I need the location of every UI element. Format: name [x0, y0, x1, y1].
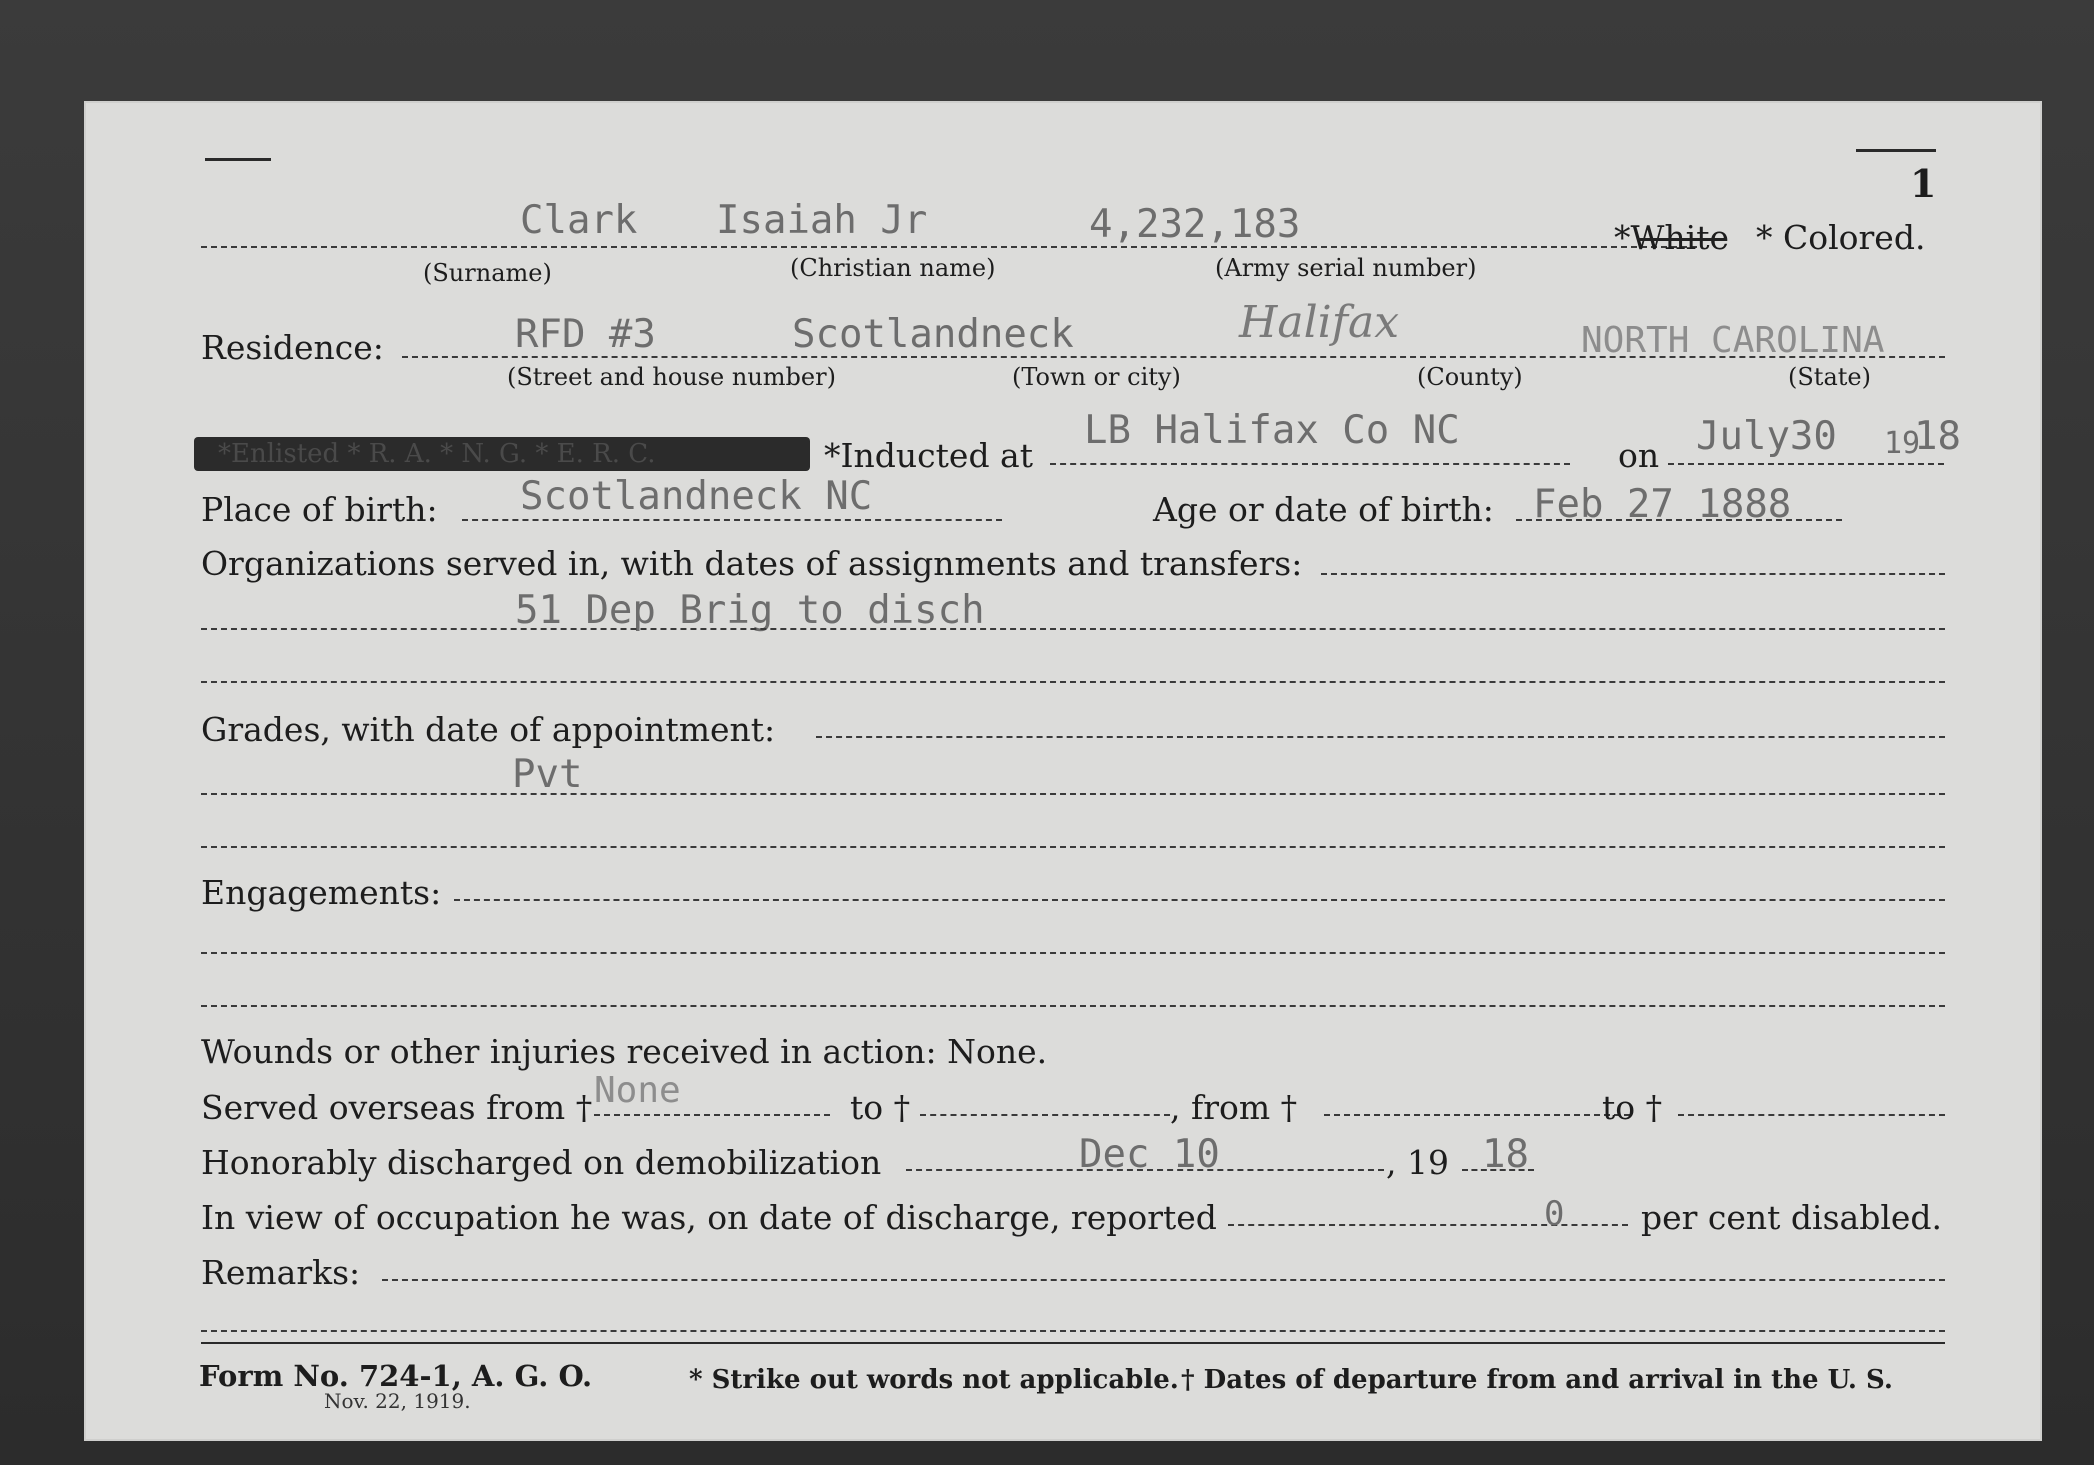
race-strikethrough	[1637, 238, 1727, 241]
christian-name-value: Isaiah Jr	[716, 198, 928, 243]
discharge-year-prefix: , 19	[1386, 1143, 1449, 1182]
remarks-line-1	[382, 1279, 1945, 1281]
discharge-date-value: Dec 10	[1079, 1132, 1220, 1177]
inducted-place-line	[1050, 463, 1570, 465]
residence-state-value: NORTH CAROLINA	[1581, 320, 1885, 361]
residence-town-value: Scotlandneck	[792, 312, 1074, 357]
race-struck-label: *White	[1614, 218, 1730, 257]
redacted-enlistment-text: *Enlisted * R. A. * N. G. * E. R. C.	[194, 437, 810, 471]
organizations-line-1	[1321, 573, 1945, 575]
grades-label: Grades, with date of appointment:	[201, 710, 776, 749]
date-of-birth-label: Age or date of birth:	[1153, 490, 1494, 529]
street-caption: (Street and house number)	[507, 363, 836, 391]
inducted-year-value: 18	[1914, 414, 1961, 459]
place-of-birth-label: Place of birth:	[201, 490, 438, 529]
disability-line	[1228, 1224, 1628, 1226]
top-right-rule	[1856, 149, 1936, 152]
engagements-line-1	[454, 899, 1945, 901]
inducted-place-value: LB Halifax Co NC	[1084, 408, 1460, 453]
disability-value: 0	[1544, 1194, 1565, 1234]
remarks-bottom-rule	[201, 1342, 1945, 1344]
overseas-from-label: Served overseas from †	[201, 1088, 593, 1127]
overseas-to2-line	[1678, 1114, 1945, 1116]
grades-line-2	[201, 793, 1945, 795]
discharge-year-value: 18	[1482, 1132, 1529, 1177]
date-of-birth-value: Feb 27 1888	[1533, 482, 1792, 527]
engagements-label: Engagements:	[201, 873, 442, 912]
organizations-label: Organizations served in, with dates of assignments and transfers:	[201, 544, 1303, 583]
engagements-line-2	[201, 952, 1945, 954]
remarks-line-2	[201, 1330, 1945, 1332]
residence-line	[402, 356, 1945, 358]
top-left-rule	[205, 158, 271, 161]
discharge-label: Honorably discharged on demobilization	[201, 1143, 882, 1182]
grades-line-3	[201, 846, 1945, 848]
overseas-from-value: None	[594, 1070, 681, 1111]
surname-caption: (Surname)	[423, 259, 552, 287]
service-record-card	[84, 101, 2042, 1441]
wounds-label: Wounds or other injuries received in action: None.	[201, 1032, 1048, 1071]
overseas-to2-label: to †	[1602, 1088, 1663, 1127]
residence-street-value: RFD #3	[515, 312, 656, 357]
state-caption: (State)	[1788, 363, 1871, 391]
date-of-birth-line	[1516, 519, 1842, 521]
overseas-to-line	[920, 1114, 1170, 1116]
discharge-year-line	[1462, 1169, 1534, 1171]
race-label: * Colored.	[1756, 218, 1926, 257]
overseas-from2-line	[1324, 1114, 1630, 1116]
christian-name-caption: (Christian name)	[790, 254, 996, 282]
footnote-strike-out: * Strike out words not applicable.	[689, 1365, 1179, 1395]
grades-line-1	[816, 736, 1945, 738]
form-date: Nov. 22, 1919.	[324, 1389, 471, 1413]
county-caption: (County)	[1417, 363, 1523, 391]
overseas-from-line	[594, 1114, 830, 1116]
serial-number-caption: (Army serial number)	[1215, 254, 1477, 282]
inducted-on-label: on	[1618, 436, 1660, 475]
overseas-from2-label: , from †	[1170, 1088, 1298, 1127]
place-of-birth-line	[462, 519, 1002, 521]
form-number: Form No. 724-1, A. G. O.	[199, 1359, 593, 1393]
organizations-line-2	[201, 628, 1945, 630]
remarks-label: Remarks:	[201, 1253, 361, 1292]
serial-number-value: 4,232,183	[1089, 202, 1301, 247]
inducted-date-value: July30	[1696, 414, 1837, 459]
organizations-line-3	[201, 681, 1945, 683]
inducted-label: *Inducted at	[824, 436, 1033, 475]
footnote-dates: † Dates of departure from and arrival in the U. S.	[1181, 1365, 1893, 1395]
organizations-value: 51 Dep Brig to disch	[515, 588, 985, 633]
inducted-year-prefix: 19	[1884, 426, 1921, 461]
disability-suffix: per cent disabled.	[1641, 1198, 1943, 1237]
residence-label: Residence:	[201, 328, 384, 367]
overseas-to-label: to †	[850, 1088, 911, 1127]
card-number: 1	[1910, 161, 1937, 206]
surname-value: Clark	[520, 198, 638, 243]
name-line	[201, 246, 1697, 248]
residence-county-value: Halifax	[1239, 297, 1400, 348]
inducted-date-line	[1668, 463, 1944, 465]
town-caption: (Town or city)	[1012, 363, 1181, 391]
engagements-line-3	[201, 1005, 1945, 1007]
disability-label: In view of occupation he was, on date of discharge, reported	[201, 1198, 1217, 1237]
place-of-birth-value: Scotlandneck NC	[520, 474, 873, 519]
grades-value: Pvt	[512, 752, 583, 797]
